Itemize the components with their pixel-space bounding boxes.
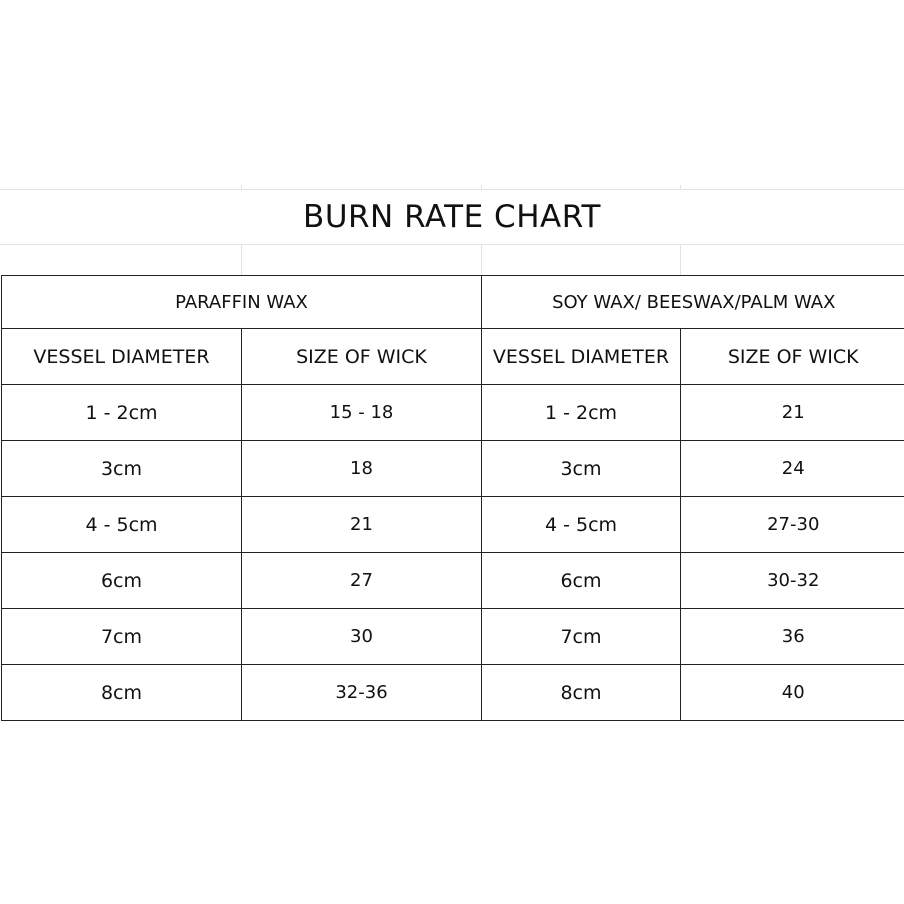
table-cell: 24 (681, 441, 904, 497)
table-cell: 27 (242, 553, 482, 609)
table-cell: 7cm (2, 609, 242, 665)
table-cell: 36 (681, 609, 904, 665)
table-row (2, 665, 904, 721)
table-cell: 18 (242, 441, 482, 497)
table-cell: 15 - 18 (242, 385, 482, 441)
table-cell: 40 (681, 665, 904, 721)
table-cell: 3cm (2, 441, 242, 497)
table-cell: 21 (681, 385, 904, 441)
burn-rate-table (1, 275, 904, 721)
chart-title-row (0, 189, 904, 245)
gridline (481, 244, 482, 275)
table-cell: 27-30 (681, 497, 904, 553)
table-row (2, 385, 904, 441)
gridline (680, 244, 681, 275)
table-cell: 21 (242, 497, 482, 553)
group-header-soy-beeswax-palm: SOY WAX/ BEESWAX/PALM WAX (482, 276, 904, 329)
table-row (2, 553, 904, 609)
column-header-row (2, 329, 904, 385)
column-header-size-of-wick: SIZE OF WICK (681, 329, 904, 385)
table-row (2, 441, 904, 497)
table-cell: 30 (242, 609, 482, 665)
table-cell: 7cm (482, 609, 681, 665)
group-header-row (2, 276, 904, 329)
table-cell: 6cm (2, 553, 242, 609)
table-row (2, 609, 904, 665)
table-cell: 3cm (482, 441, 681, 497)
column-header-vessel-diameter: VESSEL DIAMETER (482, 329, 681, 385)
table-cell: 8cm (482, 665, 681, 721)
gridline (241, 244, 242, 275)
table-cell: 32-36 (242, 665, 482, 721)
table-cell: 4 - 5cm (2, 497, 242, 553)
table-cell: 6cm (482, 553, 681, 609)
column-header-vessel-diameter: VESSEL DIAMETER (2, 329, 242, 385)
column-header-size-of-wick: SIZE OF WICK (242, 329, 482, 385)
table-cell: 1 - 2cm (2, 385, 242, 441)
page-title: BURN RATE CHART (303, 199, 601, 235)
table-cell: 4 - 5cm (482, 497, 681, 553)
table-cell: 8cm (2, 665, 242, 721)
table-cell: 1 - 2cm (482, 385, 681, 441)
table-cell: 30-32 (681, 553, 904, 609)
group-header-paraffin: PARAFFIN WAX (2, 276, 482, 329)
table-row (2, 497, 904, 553)
burn-rate-sheet (0, 185, 904, 725)
